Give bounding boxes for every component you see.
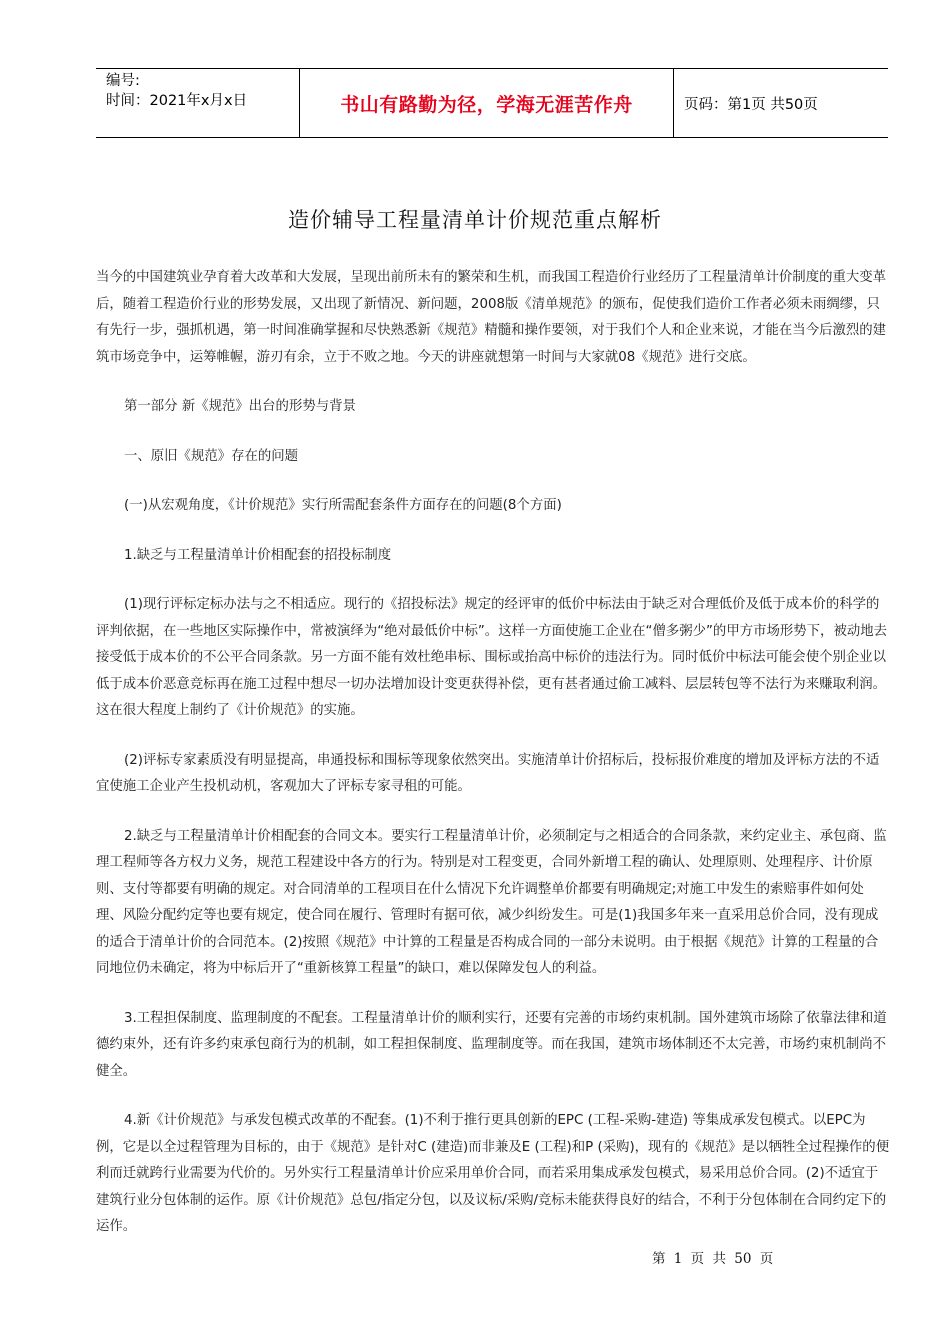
item-heading: 1.缺乏与工程量清单计价相配套的招投标制度 (124, 547, 392, 563)
subsection-heading: 一、原旧《规范》存在的问题 (124, 448, 299, 464)
time-label: 时间：2021年x月x日 (106, 93, 248, 109)
body-paragraph: (2)评标专家素质没有明显提高，串通投标和围标等现象依然突出。实施清单计价招标后，投标报价难度的增加及评标方法的不适宜使施工企业产生投机动机，客观加大了评标专家寻租的可能。 (96, 752, 880, 794)
body-paragraph: 3.工程担保制度、监理制度的不配套。工程量清单计价的顺利实行，还要有完善的市场约束机制。国外建筑市场除了依靠法律和道德约束外，还有许多约束承包商行为的机制，如工程担保制度、监理制度等。而在我国，建筑市场体制还不太完善，市场约束机制尚不健全。 (96, 1010, 887, 1079)
header-left-cell (96, 69, 300, 137)
header-table (96, 68, 888, 138)
section-heading: 第一部分 新《规范》出台的形势与背景 (124, 399, 356, 414)
document-body (96, 265, 890, 1241)
body-paragraph: (1)现行评标定标办法与之不相适应。现行的《招投标法》规定的经评审的低价中标法由于缺乏对合理低价及低于成本价的科学的评判依据，在一些地区实际操作中，常被演绎为“绝对最低价中标”。这样一方面使施工企业在“僧多粥少”的甲方市场形势下，被动地去接受低于成本价的不公平合同条款。另一方面不能有效杜绝串标、围标或抬高中标价的违法行为。同时低价中标法可能会使个别企业以低于成本价恶意竞标再在施工过程中想尽一切办法增加设计变更获得补偿，更有甚者通过偷工减料、层层转包等不法行为来赚取利润。这在很大程度上制约了《计价规范》的实施。 (96, 597, 888, 718)
intro-paragraph: 当今的中国建筑业孕育着大改革和大发展，呈现出前所未有的繁荣和生机，而我国工程造价行业经历了工程量清单计价制度的重大变革后，随着工程造价行业的形势发展，又出现了新情况、新问题，2008版《清单规范》的颁布，促使我们造价工作者必须未雨绸缪，只有先行一步，强抓机遇，第一时间准确掌握和尽快熟悉新《规范》精髓和操作要领，对于我们个人和企业来说，才能在当今后激烈的建筑市场竞争中，运筹帷幄，游刃有余，立于不败之地。今天的讲座就想第一时间与大家就08《规范》进行交底。 (96, 270, 887, 365)
document-title: 造价辅导工程量清单计价规范重点解析 (288, 208, 662, 232)
motto-cell (300, 69, 674, 137)
page-info-cell (674, 69, 888, 137)
page-info-text: 页码：第1页 共50页 (684, 96, 818, 113)
subsection-heading: (一)从宏观角度，《计价规范》实行所需配套条件方面存在的问题(8个方面) (124, 498, 562, 513)
motto-text: 书山有路勤为径，学海无涯苦作舟 (340, 93, 633, 116)
page-footer: 第 1 页 共 50 页 (652, 1251, 774, 1267)
body-paragraph: 4.新《计价规范》与承发包模式改革的不配套。(1)不利于推行更具创新的EPC (工程-采购-建造) 等集成承发包模式。以EPC为例，它是以全过程管理为目标的，由于《规范》是针对C (建造)而非兼及E (工程)和P (采购)，现有的《规范》是以牺牲全过程操作的便利而迁就跨行业需要为代价的。另外实行工程量清单计价应采用单价合同，而若采用集成承发包模式，易采用总价合同。(2)不适宜于建筑行业分包体制的运作。原《计价规范》总包/指定分包，以及议标/采购/竞标未能获得良好的结合，不利于分包体制在合同约定下的运作。 (96, 1113, 890, 1234)
number-label: 编号: (106, 73, 140, 89)
body-paragraph: 2.缺乏与工程量清单计价相配套的合同文本。要实行工程量清单计价，必须制定与之相适合的合同条款，来约定业主、承包商、监理工程师等各方权力义务，规范工程建设中各方的行为。特别是对工程变更，合同外新增工程的确认、处理原则、处理程序、计价原则、支付等都要有明确的规定。对合同清单的工程项目在什么情况下允许调整单价都要有明确规定;对施工中发生的索赔事件如何处理、风险分配约定等也要有规定，使合同在履行、管理时有据可依，减少纠纷发生。可是(1)我国多年来一直采用总价合同，没有现成的适合于清单计价的合同范本。(2)按照《规范》中计算的工程量是否构成合同的一部分未说明。由于根据《规范》计算的工程量的合同地位仍未确定，将为中标后开了“重新核算工程量”的缺口，难以保障发包人的利益。 (96, 828, 887, 976)
